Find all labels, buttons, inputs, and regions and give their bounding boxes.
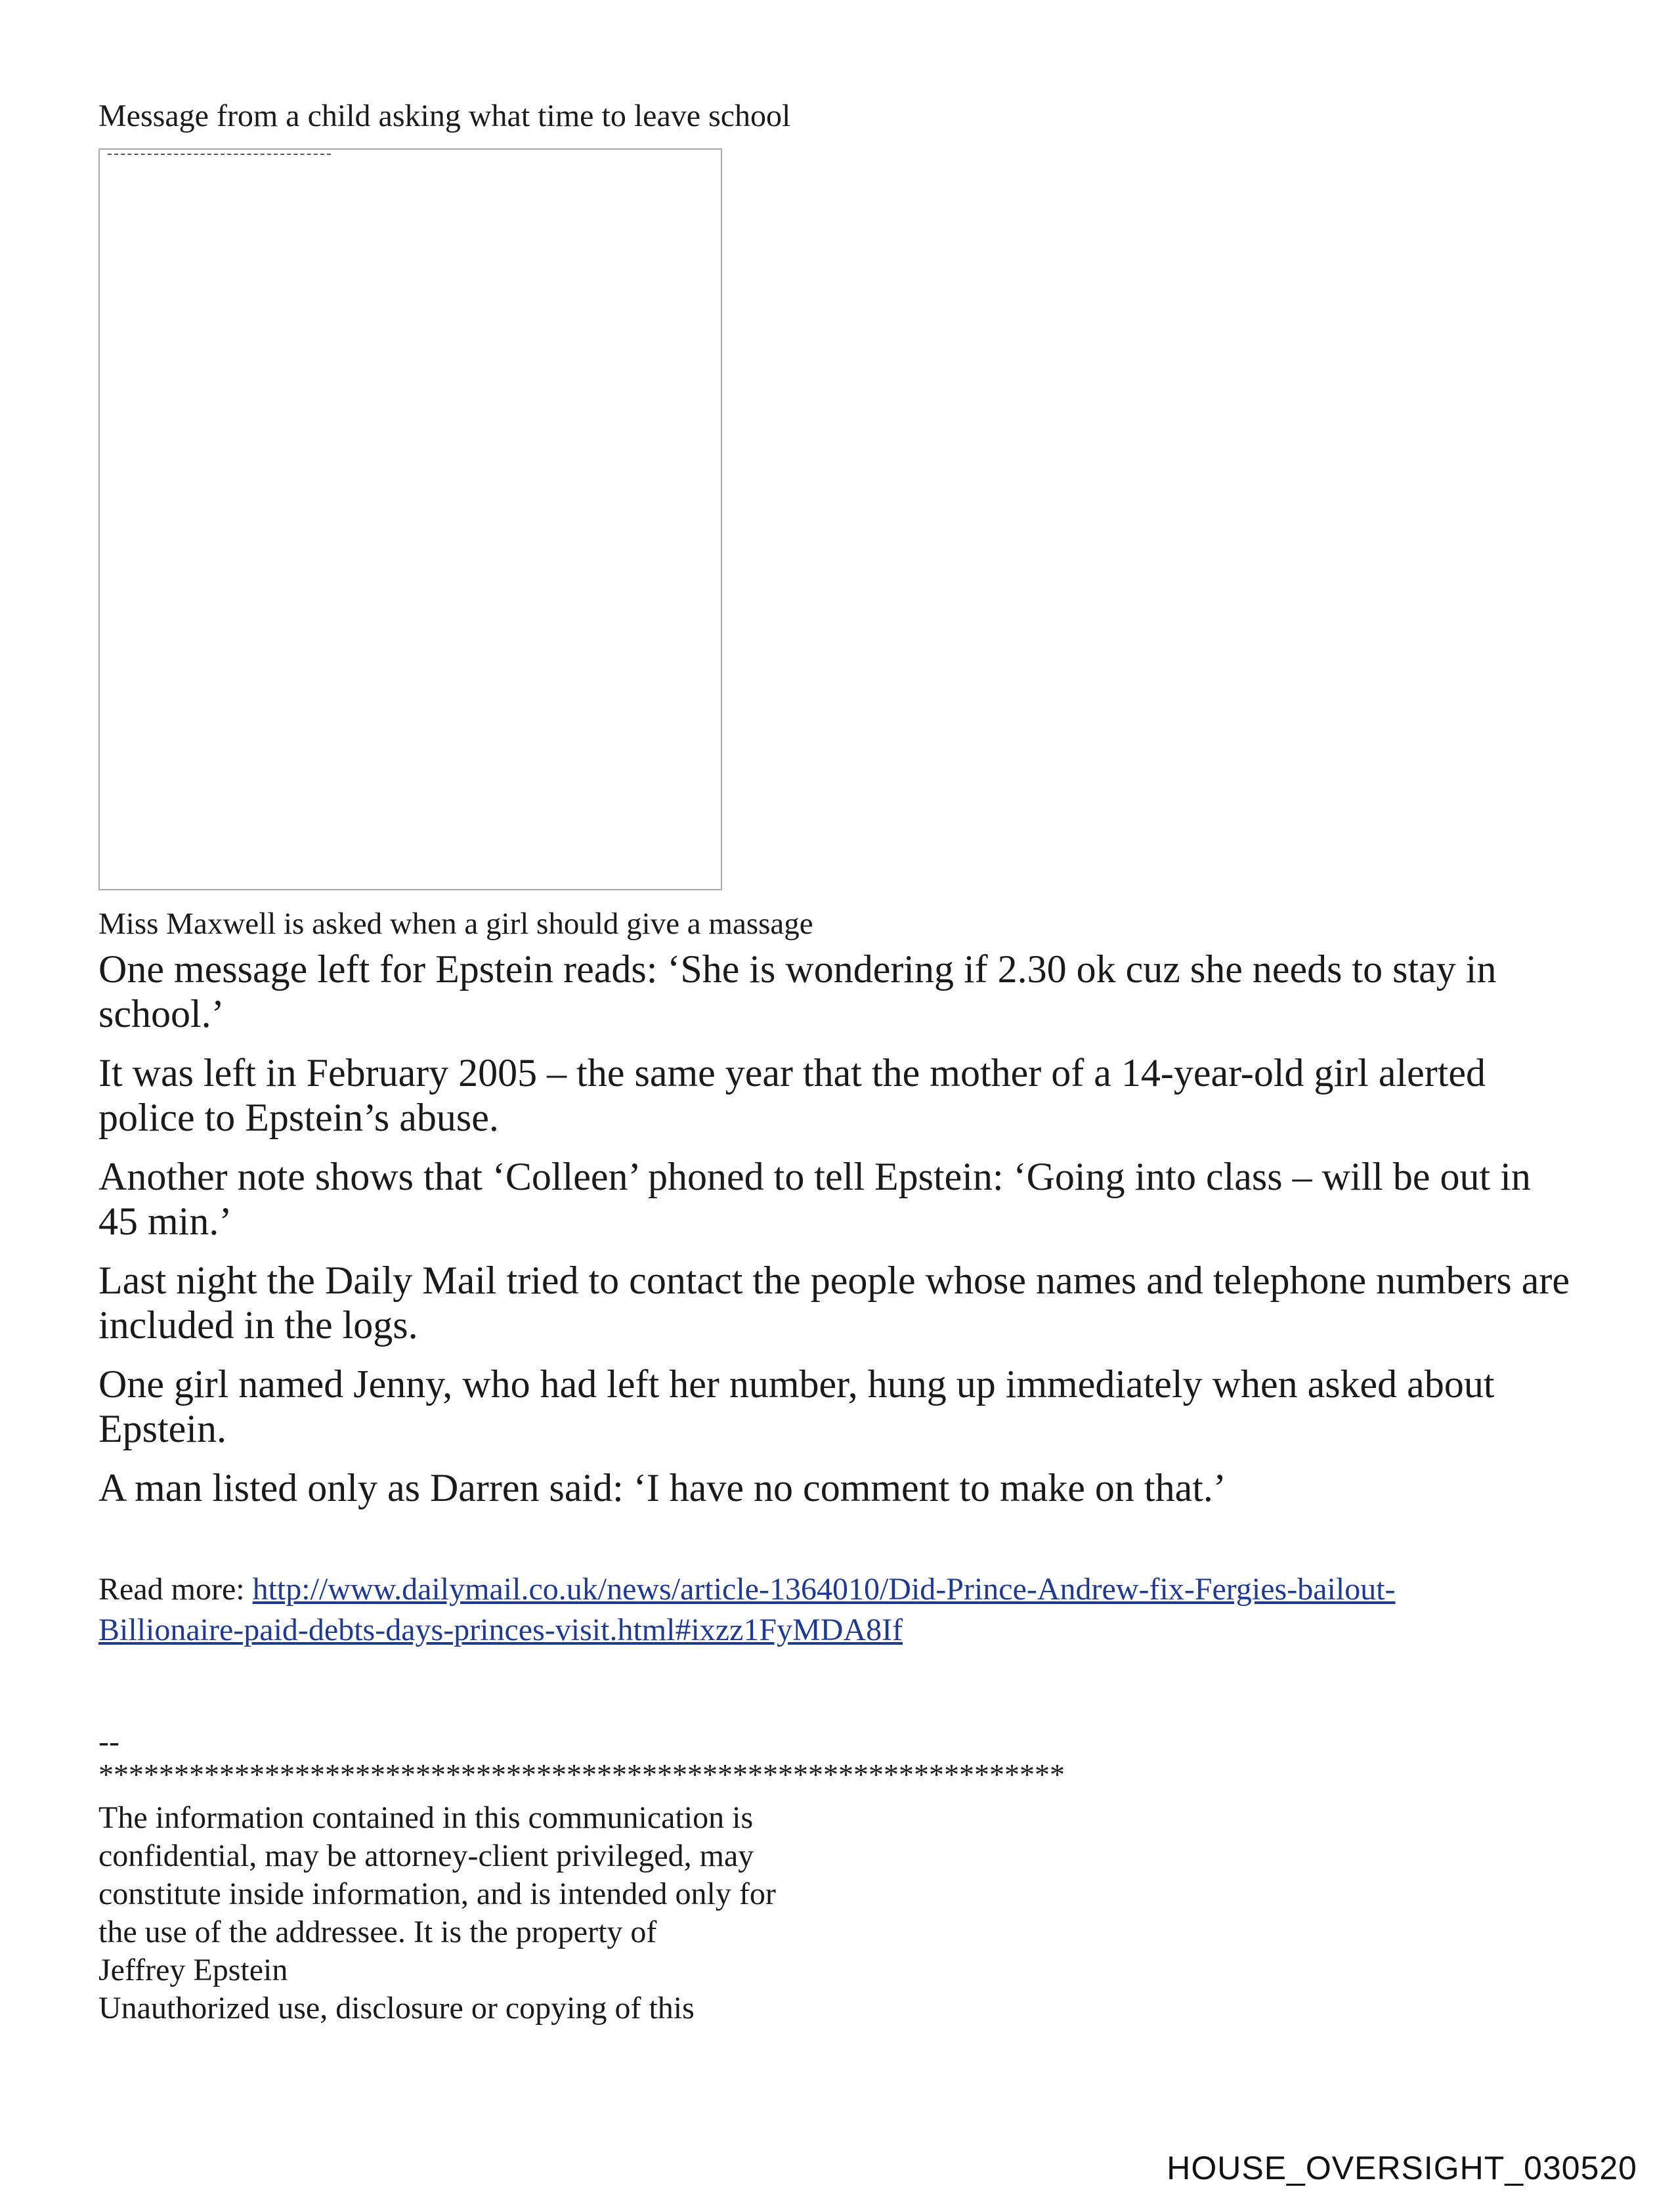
figure-caption-below: Miss Maxwell is asked when a girl should give a massage (98, 907, 813, 941)
article-paragraph: One message left for Epstein reads: ‘She is wondering if 2.30 ok cuz she needs to stay in school.’ (98, 947, 1497, 1035)
disclaimer-line: the use of the addressee. It is the property of (98, 1915, 657, 1949)
article-paragraph: It was left in February 2005 – the same year that the mother of a 14-year-old girl alerted police to Epstein’s abuse. (98, 1051, 1486, 1139)
disclaimer-line: confidential, may be attorney-client privileged, may (98, 1838, 754, 1873)
article-paragraph: A man listed only as Darren said: ‘I have no comment to make on that.’ (98, 1466, 1226, 1509)
confidentiality-disclaimer (98, 1799, 886, 2028)
figure-caption-top: Message from a child asking what time to leave school (98, 98, 791, 133)
disclaimer-line: The information contained in this communication is (98, 1800, 754, 1835)
signature-separator: -- (98, 1724, 119, 1759)
article-paragraph: One girl named Jenny, who had left her number, hung up immediately when asked about Epstein. (98, 1362, 1495, 1450)
read-more-link-line1: http://www.dailymail.co.uk/news/article-1364010/Did-Prince-Andrew-fix-Fergies-bailout- (252, 1572, 1396, 1607)
signature-star-line: **************************************************************** (98, 1758, 1065, 1791)
message-image-placeholder (98, 148, 722, 890)
disclaimer-line: constitute inside information, and is intended only for (98, 1876, 776, 1911)
article-paragraph: Last night the Daily Mail tried to contact the people whose names and telephone numbers are included in the logs. (98, 1259, 1570, 1347)
article-body (98, 947, 1576, 1525)
read-more-block (98, 1569, 1576, 1651)
disclaimer-line: Unauthorized use, disclosure or copying of this (98, 1991, 695, 2026)
image-scribble-mark (108, 154, 331, 158)
read-more-link-line2: Billionaire-paid-debts-days-princes-visit.html#ixzz1FyMDA8If (98, 1613, 903, 1647)
read-more-label: Read more: (98, 1572, 253, 1607)
article-paragraph: Another note shows that ‘Colleen’ phoned to tell Epstein: ‘Going into class – will be out in 45 min.’ (98, 1155, 1531, 1243)
disclaimer-line: Jeffrey Epstein (98, 1953, 288, 1987)
bates-number: HOUSE_OVERSIGHT_030520 (1167, 2150, 1637, 2186)
read-more-link[interactable] (98, 1572, 1396, 1647)
